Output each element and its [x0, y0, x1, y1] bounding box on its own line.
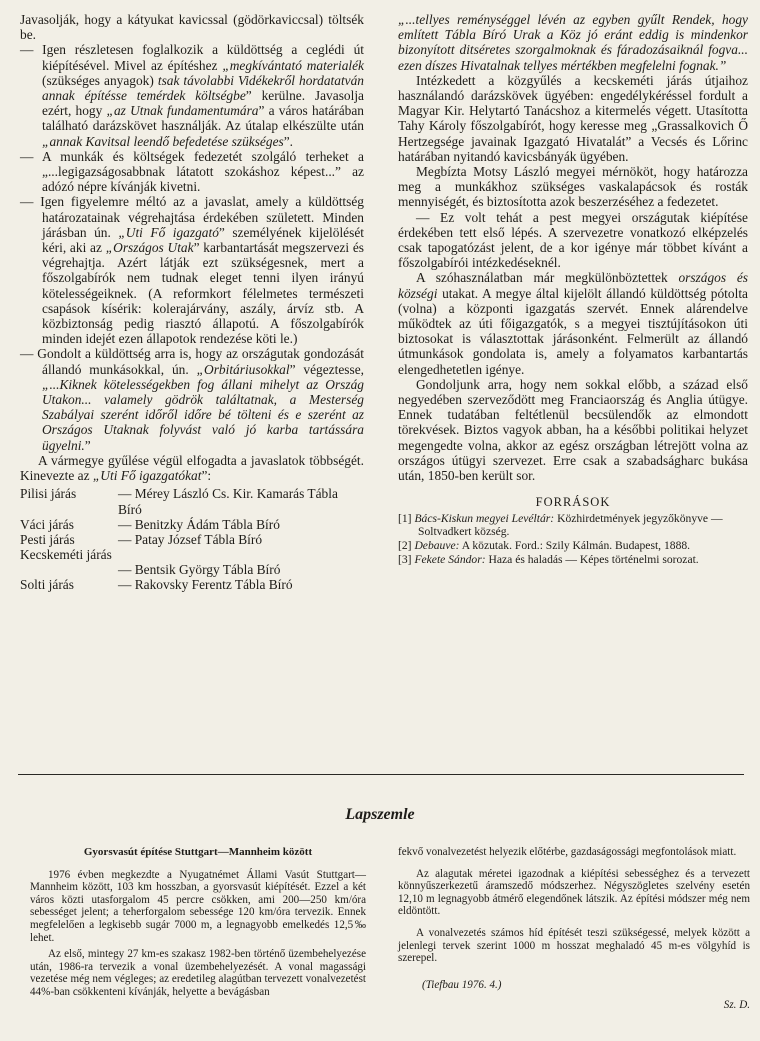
section-title: Lapszemle: [345, 806, 415, 823]
paragraph: — A munkák és költségek fedezetét szolgáló terheket a „...legigazságosabbnak látatott szokáshoz képest...” az adózó népre kívánják kivetni.: [20, 148, 364, 195]
paragraph: Gondoljunk arra, hogy nem sokkal előbb, a század első negyedében szerveződött meg Franciaország és Anglia útügye. Ennek tudatában feltétlenül becsülendők az elmondott törekvések. Biztos vagyok abban, ha a későbbi politikai helyzet megengedte volna, akkor az egész országban létrejött volna az országos útügyi szervezet. Erre csak a szabadságharc bukása után, 1850-ben került sor.: [398, 376, 748, 484]
article-title: Gyorsvasút építése Stuttgart—Mannheim között: [83, 846, 313, 858]
paragraph: A vonalvezetés számos híd építését teszi szükségessé, melyek között a jelenlegi tervek szerint 1000 m hosszat meghaladó 45 m-es völgyhíd is szerepel.: [398, 926, 750, 965]
paragraph: — Igen részletesen foglalkozik a küldöttség a ceglédi út kiépítésével. Mivel az építéshez „megkívántató materialék (szükséges anyagok) tsak távolabbi Vidékekről hordatatván annak építésse temérdek költségbe” kerülne. Javasolja ezért, hogy „az Utnak fundamentumára” a város határában található darázskövet használják. Az útalap elkészülte után „annak Kavitsal leendő befedetése szükséges”.: [20, 42, 364, 149]
paragraph: fekvő vonalvezetést helyezik előtérbe, gazdaságossági megfontolások miatt.: [398, 846, 737, 858]
person-cell: — Patay József Tábla Bíró: [118, 531, 263, 547]
paragraph: — Gondolt a küldöttség arra is, hogy az országutak gondozását állandó munkásokkal, ún. „Orbitáriusokkal” végeztesse, „...Kiknek kötelességekben fog állani mihelyt az Ország Utakon... valamely gödrök találtatnak, a Mesterség Szabályai szerént időről időre bé tölteni és e szerént az Országos Utaknak folyvást való jó karba tartássára ügyelni.”: [20, 346, 365, 453]
section-divider: [18, 774, 744, 775]
paragraph: Javasolják, hogy a kátyukat kavicssal (gödörkaviccsal) töltsék be.: [20, 12, 364, 43]
paragraph: — Ez volt tehát a pest megyei országutak kiépítése érdekében tett első lépés. A szervezetre vonatkozó elképzelés csak tapogatózást jelent, de a kor igénye már többet kívánt a főszolgabírói intézkedéseknél.: [398, 209, 748, 271]
source-citation: (Tiefbau 1976. 4.): [422, 978, 502, 991]
source-item: [3] Fekete Sándor: Haza és haladás — Képes történelmi sorozat.: [398, 553, 699, 567]
district-cell: Váci járás: [20, 516, 74, 532]
paragraph: A szóhasználatban már megkülönböztettek országos és községi utakat. A megye által kijelölt állandó küldöttség pótolta (volna) a központi igazgatás szervét. Ennek alárendelve működtek az úti főigazgatók, s a megyei tisztújításokon úti biztosokat is választottak járásonként. Felmerült az állandó útmunkások gondolata is, amely a folyamatos karbantartás elengedhetetlen igénye.: [398, 270, 748, 377]
author-signature: Sz. D.: [723, 999, 750, 1012]
district-cell: Kecskeméti járás: [20, 547, 112, 563]
article-right-column: [398, 12, 748, 566]
source-item: [1] Bács-Kiskun megyei Levéltár: Közhirdetmények jegyzőkönyve — Soltvadkert község.: [398, 511, 723, 538]
person-cell: — Benitzky Ádám Tábla Bíró: [118, 516, 280, 532]
person-cell: — Bentsik György Tábla Bíró: [118, 562, 281, 578]
paragraph: 1976 évben megkezdte a Nyugatnémet Állami Vasút Stuttgart—Mannheim között, 103 km hosszban, a gyorsvasút kiépítését. Ezzel a két város közti utasforgalom 45 percre csökken, ami 200—250 km/óra sebességet jelent; a teherforgalom sebessége 120 km/óra tervezik. Ennek megfelelően a legkisebb sugár 7000 m, a legnagyobb emelkedés 12,5‰ lehet.: [30, 868, 366, 944]
sources-heading: FORRÁSOK: [535, 495, 611, 510]
review-left-column: [30, 846, 366, 999]
paragraph: — Igen figyelemre méltó az a javaslat, amely a küldöttség határozatainak végrehajtása érdekében született. Minden járásban ún. „Uti Fő igazgató” személyének kijelölését kéri, aki az „Országos Utak” karbantartását megszervezi és végrehajtja. Azért látják ezt szükségesnek, mert a főszolgabírók nem tudnak eleget tenni ilyen irányú kötelességeiknek. (A reformkort félelmetes természeti csapások kísérik: kolerajárvány, aszály, árvíz stb. A közbiztonság pedig riasztó állapotú. A főszolgabírók minden idejét ezen állapotok rendezése köti le.): [20, 194, 364, 347]
appointees-table: [20, 486, 364, 592]
source-item: [2] Debauve: A közutak. Ford.: Szily Kálmán. Budapest, 1888.: [398, 538, 691, 552]
district-cell: Pesti járás: [20, 531, 75, 547]
paragraph: Megbízta Motsy László megyei mérnököt, hogy határozza meg a munkákhoz szükséges vaskalapácsok és rosták mennyiségét, és biztosította azok beszerzéséhez a fedezetet.: [398, 164, 748, 210]
paragraph: Az első, mintegy 27 km-es szakasz 1982-ben történő üzembehelyezése után, 1986-ra tervezik a vonal üzembehelyezését. A vonal magassági vezetése még nem végleges; az eredetileg alagútban tervezett vonalvezetést 44%-ban csökkenteni kívánják, helyette a bevágásban: [30, 948, 366, 998]
review-right-column: [398, 846, 750, 1012]
district-cell: Solti járás: [20, 577, 74, 593]
paragraph: Intézkedett a közgyűlés a kecskeméti járás útjaihoz használandó darázskövek ügyében: engedélykéréssel fordult a Magyar Kir. Helytartó Tanácshoz a kitermelés végett. Utasította Tahy Károly főszolgabírót, hogy keresse meg „Grassalkovich Ő Hertzegsége javainak Igazgató Hivatalát” a Vecsés és Lőrinc határában nyitandó kavicsbányák ügyében.: [398, 72, 748, 164]
person-cell: — Rakovsky Ferentz Tábla Bíró: [118, 577, 293, 593]
paragraph: Az alagutak méretei igazodnak a kiépítési sebességhez és a tervezett könnyűszerkezetű áramszedő módszerhez. Négyszögletes szelvény esetén 12,10 m legnagyobb átmérő elegendőnek látszik. Az építési módszer még nem eldöntött.: [398, 867, 750, 918]
article-left-column: [20, 12, 364, 593]
person-cell: — Mérey László Cs. Kir. Kamarás Tábla Bíró: [118, 486, 338, 517]
district-cell: Pilisi járás: [20, 486, 77, 502]
quote-paragraph: „...tellyes reménységgel lévén az egyben gyűlt Rendek, hogy említett Tábla Bíró Urak a Köz jó eránt eddig is mindenkor bizonyított ditséretes szorgalmoknak és fáradozásaiknál fogva... ezen díszes Hivatalnak tellyes mértékben megfelelni fognak.”: [398, 12, 748, 73]
paragraph: A vármegye gyűlése végül elfogadta a javaslatok többségét. Kinevezte az „Uti Fő igazgatókat”:: [20, 452, 364, 484]
